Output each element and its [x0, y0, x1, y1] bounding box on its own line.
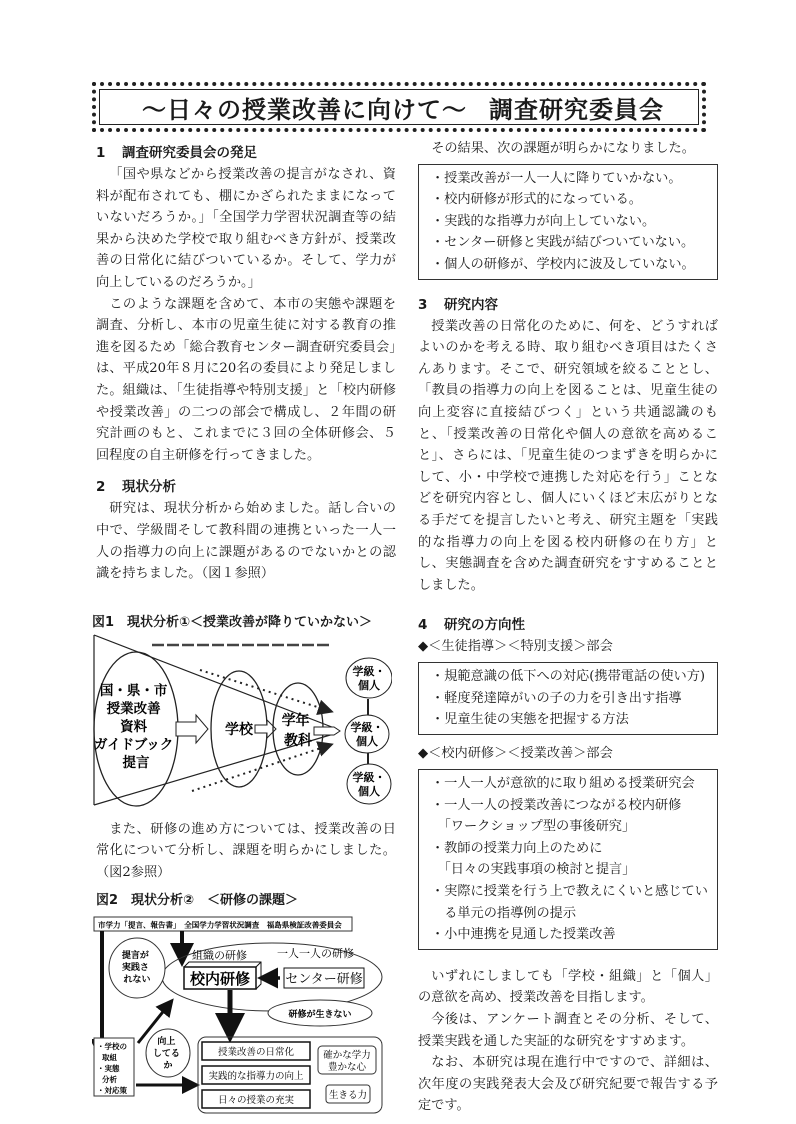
group-2-item: ・一人一人が意欲的に取り組める授業研究会	[431, 776, 695, 792]
grade-label: 学年 教科	[281, 712, 312, 749]
group-2-item: 「日々の実践事項の検討と提言」	[431, 862, 636, 878]
title-banner	[92, 82, 706, 132]
left-column	[92, 142, 396, 1115]
issue-item: ・実践的な指導力が向上していない。	[431, 213, 656, 229]
group-2-item: ・一人一人の授業改善につながる校内研修	[431, 797, 682, 813]
outcome-label-1: 授業改善の日常化	[217, 1047, 295, 1059]
group-2-item: 「ワークショップ型の事後研究」	[431, 819, 636, 835]
class-label-top: 学級・個人	[352, 664, 386, 692]
figure-2-diagram	[92, 915, 392, 1115]
section-1-heading: 1 調査研究委員会の発足	[96, 145, 257, 161]
group-2-label: ◆＜校内研修＞＜授業改善＞部会	[418, 746, 613, 762]
section-2-paragraph: 研究は、現状分析から始めました。話し合いの中で、学級間そして教科間の連携といった一人一人の指導力の向上に課題があるのでないかとの認識を持ちました。（図１参照）	[96, 501, 396, 582]
school-efforts-label: ・学校の 取組 ・実態 分析 ・対応策	[97, 1042, 127, 1096]
closing-paragraph: いずれにしましても「学校・組織」と「個人」の意欲を高め、授業改善を目指します。	[418, 968, 718, 1006]
bubble-improving-label: 向上 してる か	[152, 1037, 180, 1072]
right-column	[418, 138, 718, 1117]
title-inner	[99, 89, 699, 125]
section-3-paragraph: 授業改善の日常化のために、何を、どうすればよいのかを考える時、取り組むべき項目はたくさんあります。そこで、研究領域を絞ることとし、「教員の指導力の向上を図ることは、児童生徒の向上変容に直接結びつく」という共通認識のもと、「授業改善の日常化や個人の意欲を高めること」、さらには、「児童生徒のつまずきを明らかにして、小・中学校で連携した対応を行う」ことなどを研究内容とし、個人にいくほど末広がりとなる手だてを提言したいと考え、研究主題を「実践的な指導力の向上を図る校内研修の在り方」とし、実態調査を含めた調査研究をすすめることとしました。	[418, 318, 718, 593]
org-training-label: 組織の研修	[192, 949, 247, 963]
outcome-label-2: 実践的な指導力の向上	[208, 1071, 304, 1083]
individual-training-label: 一人一人の研修	[277, 947, 354, 961]
figure-1-title: 図1 現状分析①＜授業改善が降りていかない＞	[92, 614, 373, 630]
class-ellipse-top	[346, 658, 392, 698]
center-training-label: センター研修	[285, 972, 363, 988]
goals-label: 確かな学力豊かな心	[323, 1050, 371, 1074]
class-label-bottom: 学級・個人	[352, 770, 386, 798]
school-training-label: 校内研修	[189, 970, 251, 989]
not-utilized-label: 研修が生きない	[288, 1010, 352, 1021]
group-2-item: ・小中連携を見通した授業改善	[431, 927, 616, 943]
sources-label: 市学力「提言、報告書」 全国学力学習状況調査 福島県検証改善委員会	[98, 920, 342, 930]
issue-item: ・センター研修と実践が結びついていない。	[431, 235, 695, 251]
zest-label: 生きる力	[328, 1090, 368, 1102]
group-1-label: ◆＜生徒指導＞＜特別支援＞部会	[418, 639, 613, 655]
group-2-item: ・教師の授業力向上のために	[431, 840, 603, 856]
group-1-box	[418, 662, 718, 735]
class-ellipse-bottom	[347, 764, 391, 804]
source-label: 国・県・市 授業改善 資料 ガイドブック 提言	[94, 682, 174, 771]
page-title: 〜日々の授業改善に向けて〜	[142, 95, 467, 124]
figure-2-title: 図2 現状分析② ＜研修の課題＞	[96, 893, 299, 909]
section-1-paragraph: 「国や県などから授業改善の提言がなされ、資料が配布されても、棚にかざられたままになっていないだろうか。」「全国学力学習状況調査等の結果から決めた学校で取り組むべき方針が、授業改善の日常化に結びついているか。そして、学力が向上しているのだろうか。」	[96, 167, 396, 290]
section-2-heading: 2 現状分析	[96, 479, 176, 496]
figure-1-diagram	[92, 633, 392, 809]
group-2-item: ・実際に授業を行う上で教えにくいと感じている単元の指導例の提示	[431, 884, 708, 921]
section-1-paragraph: このような課題を含めて、本市の実態や課題を調査、分析し、本市の児童生徒に対する教育の推進を図るため「総合教育センター調査研究委員会」は、平成20年８月に20名の委員により発足しました。組織は、「生徒指導や特別支援」と「校内研修や授業改善」の二つの部会で構成し、２年間の研究計画のもと、これまでに３回の全体研修会、５回程度の自主研修を行ってきました。	[96, 296, 396, 463]
organization-name: 調査研究委員会	[489, 95, 664, 124]
section-3-heading: 3 研究内容	[418, 296, 498, 313]
issues-box	[418, 164, 718, 280]
issues-intro: その結果、次の課題が明らかになりました。	[431, 141, 695, 156]
bubble-not-practiced-label: 提言が 実践さ れない	[121, 951, 151, 986]
group-2-box	[418, 769, 718, 950]
closing-paragraph: 今後は、アンケート調査とその分析、そして、授業実践を通した実証的な研究をすすめます。	[418, 1012, 718, 1049]
issue-item: ・校内研修が形式的になっている。	[431, 192, 642, 208]
class-label-mid: 学級・個人	[350, 720, 384, 748]
block-arrow-1	[176, 715, 208, 743]
section-4-heading: 4 研究の方向性	[418, 617, 525, 634]
group-1-item: ・児童生徒の実態を把握する方法	[431, 712, 629, 728]
outcome-label-3: 日々の授業の充実	[217, 1095, 295, 1107]
section-2-paragraph-2: また、研修の進め方については、授業改善の日常化について分析し、課題を明らかにしました。（図2参照）	[96, 821, 396, 880]
school-label: 学校	[225, 721, 253, 738]
issue-item: ・授業改善が一人一人に降りていかない。	[431, 170, 682, 186]
group-1-item: ・軽度発達障がいの子の力を引き出す指導	[431, 690, 682, 706]
closing-paragraph: なお、本研究は現在進行中ですので、詳細は、次年度の実践発表大会及び研究紀要で報告する予定です。	[418, 1055, 718, 1114]
thin-arrow-3	[314, 727, 340, 735]
group-1-item: ・規範意識の低下への対応(携帯電話の使い方)	[431, 669, 706, 685]
issue-item: ・個人の研修が、学校内に波及していない。	[431, 256, 695, 272]
